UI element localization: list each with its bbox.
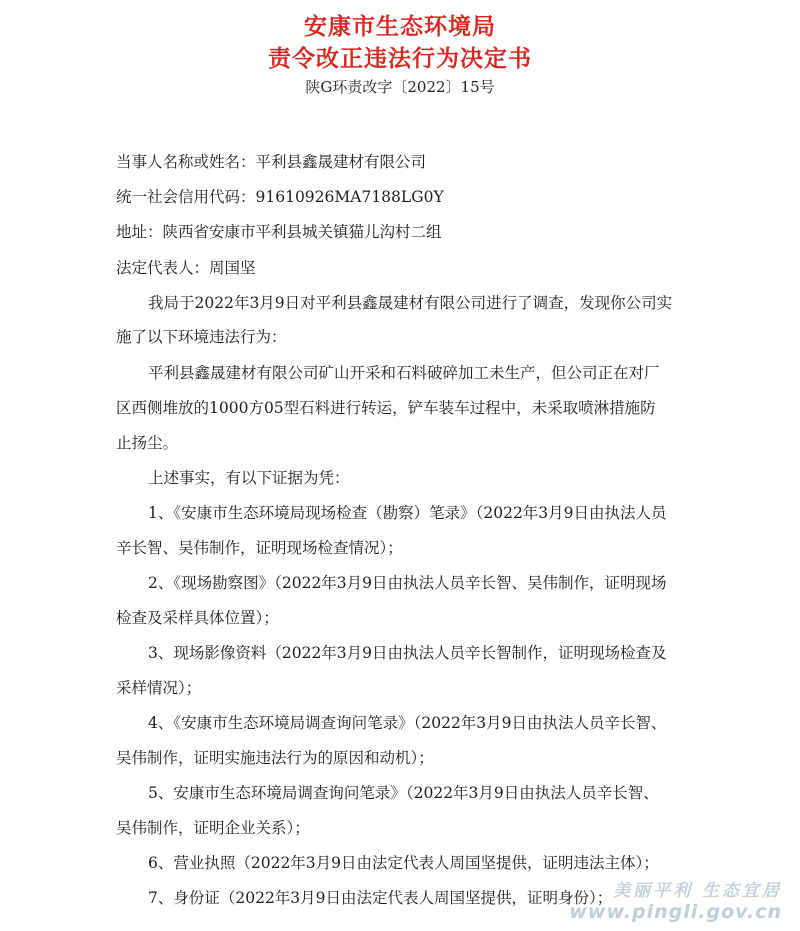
paragraph-line: 我局于2022年3月9日对平利县鑫晟建材有限公司进行了调查，发现你公司实 (148, 294, 673, 312)
watermark-slogan: 美丽平利 生态宜居 (613, 881, 782, 901)
evidence-item: 吴伟制作，证明实施违法行为的原因和动机）； (116, 749, 434, 767)
site-watermark (569, 876, 782, 923)
issuing-organization: 安康市生态环境局 (304, 14, 496, 40)
evidence-item: 吴伟制作，证明企业关系）； (116, 819, 310, 837)
evidence-item: 4、《安康市生态环境局调查询问笔录》（2022年3月9日由执法人员辛长智、 (148, 714, 667, 732)
paragraph-line: 平利县鑫晟建材有限公司矿山开采和石料破碎加工未生产，但公司正在对厂 (148, 364, 660, 382)
document-title: 责令改正违法行为决定书 (268, 46, 532, 72)
paragraph-line: 施了以下环境违法行为： (116, 328, 287, 346)
legal-representative: 法定代表人：周国坚 (116, 259, 256, 277)
evidence-item: 1、《安康市生态环境局现场检查（勘察）笔录》（2022年3月9日由执法人员 (148, 504, 667, 522)
party-address: 地址：陕西省安康市平利县城关镇猫儿沟村二组 (116, 223, 442, 241)
evidence-heading: 上述事实，有以下证据为凭： (148, 469, 350, 487)
evidence-item: 检查及采样具体位置）； (116, 609, 279, 627)
watermark-url: www.pingli.gov.cn (569, 901, 782, 923)
evidence-item: 7、身份证（2022年3月9日由法定代表人周国坚提供，证明身份）； (148, 889, 613, 907)
evidence-item: 采样情况）； (116, 679, 202, 697)
evidence-item: 3、现场影像资料（2022年3月9日由执法人员辛长智制作，证明现场检查及 (148, 644, 667, 662)
evidence-item: 5、安康市生态环境局调查询问笔录》（2022年3月9日由执法人员辛长智、 (148, 784, 659, 802)
credit-code: 统一社会信用代码：91610926MA7188LG0Y (116, 188, 444, 206)
party-name: 当事人名称或姓名：平利县鑫晟建材有限公司 (116, 153, 427, 171)
document-number: 陕G环责改字〔2022〕15号 (305, 78, 495, 96)
paragraph-line: 止扬尘。 (116, 434, 179, 452)
evidence-item: 6、营业执照（2022年3月9日由法定代表人周国坚提供，证明违法主体）； (148, 854, 659, 872)
evidence-item: 辛长智、吴伟制作，证明现场检查情况）； (116, 539, 403, 557)
paragraph-line: 区西侧堆放的1000方05型石料进行转运，铲车装车过程中，未采取喷淋措施防 (116, 399, 656, 417)
evidence-item: 2、《现场勘察图》（2022年3月9日由执法人员辛长智、吴伟制作，证明现场 (148, 574, 667, 592)
